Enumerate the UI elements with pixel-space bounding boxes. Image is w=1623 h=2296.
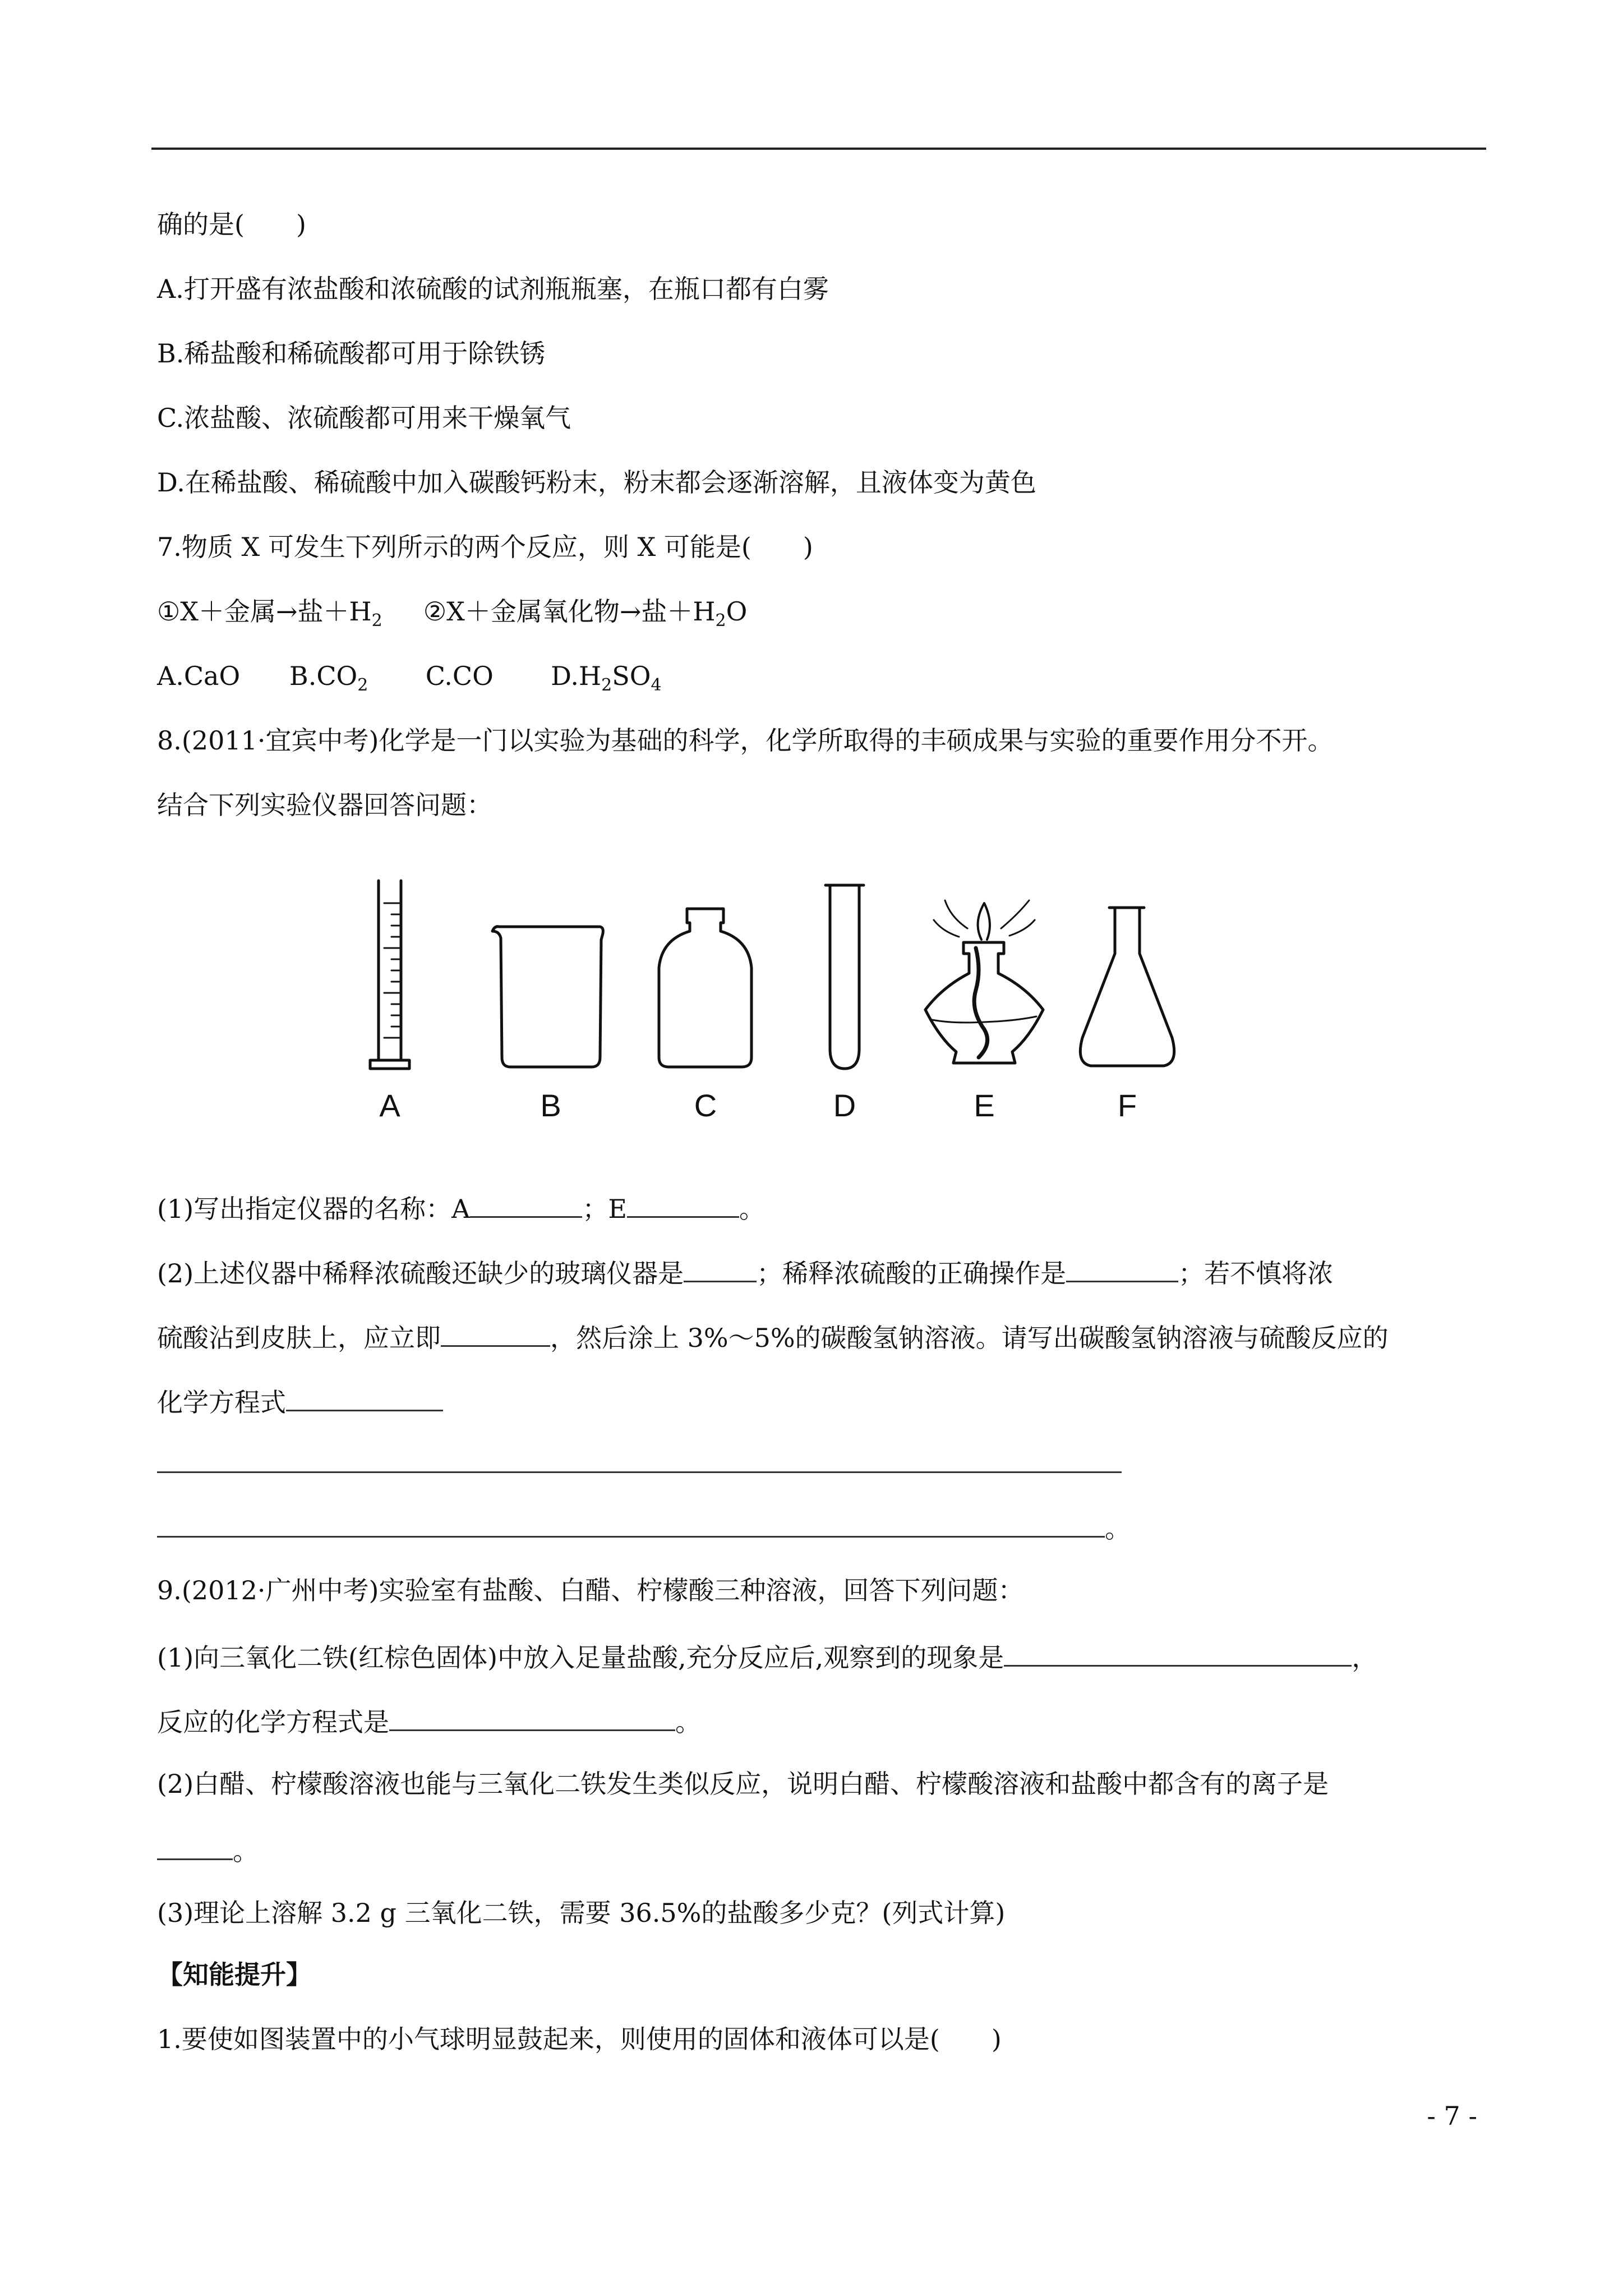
graduated-cylinder-icon [370,881,409,1069]
label-f: F [1117,1088,1137,1123]
label-b: B [540,1088,561,1123]
section-title: 【知能提升】 [157,1959,312,1990]
answer-blank[interactable] [627,1189,739,1218]
q7-option-d: $D.H_2SO_4$ [551,661,662,695]
answer-blank[interactable] [1004,1638,1352,1667]
q6-stem: 确的是( ) [157,209,306,240]
q9-stem: 9.(2012·广州中考)实验室有盐酸、白醋、柠檬酸三种溶液，回答下列问题： [157,1575,1024,1605]
q6-option-c: C.浓盐酸、浓硫酸都可用来干燥氧气 [157,403,571,433]
answer-blank[interactable] [389,1703,675,1731]
reagent-bottle-icon [659,909,751,1067]
conical-flask-icon [1080,908,1174,1066]
q8-stem-line1: 8.(2011·宜宾中考)化学是一门以实验为基础的科学，化学所取得的丰硕成果与实验的重要作用分不开。 [157,725,1334,756]
q8-part1: (1)写出指定仪器的名称：A ；E 。 [157,1189,765,1226]
q8-answer-line-2: 。 [157,1509,1131,1545]
label-e: E [974,1088,995,1123]
q8-answer-line-1 [157,1444,1122,1481]
label-d: D [833,1088,856,1123]
lab-apparatus-figure [336,869,1290,1128]
q9-part1-line1: (1)向三氧化二铁(红棕色固体)中放入足量盐酸,充分反应后,观察到的现象是 ， [157,1638,1377,1674]
answer-blank[interactable] [1066,1254,1178,1282]
q7-option-c: C.CO [425,661,494,691]
q9-part2-line1: (2)白醋、柠檬酸溶液也能与三氧化二铁发生类似反应，说明白醋、柠檬酸溶液和盐酸中都含有的离子是 [157,1769,1329,1799]
answer-blank[interactable] [441,1318,550,1347]
answer-line[interactable] [157,1444,1122,1473]
answer-blank[interactable] [157,1832,233,1860]
apparatus-labels [379,1088,1137,1123]
header-rule [151,148,1486,150]
q6-option-d: D.在稀盐酸、稀硫酸中加入碳酸钙粉末，粉末都会逐渐溶解，且液体变为黄色 [157,467,1036,498]
q7-option-a: A.CaO [157,661,241,691]
alcohol-lamp-icon [925,900,1043,1063]
q6-option-a: A.打开盛有浓盐酸和浓硫酸的试剂瓶瓶塞，在瓶口都有白雾 [157,274,829,304]
q6-option-b: B.稀盐酸和稀硫酸都可用于除铁锈 [157,338,546,369]
page-number: - 7 - [1427,2101,1477,2131]
q7-reaction-2: ②X＋金属氧化物→盐＋H [423,596,716,627]
q8-part2-line1: (2)上述仪器中稀释浓硫酸还缺少的玻璃仪器是 ；稀释浓硫酸的正确操作是 ；若不慎将浓 [157,1254,1333,1290]
answer-line[interactable] [157,1509,1105,1538]
label-c: C [694,1088,717,1123]
q7-stem: 7.物质 X 可发生下列所示的两个反应，则 X 可能是( ) [157,532,813,562]
q9-part2-line2: 。 [157,1832,259,1868]
q7-reaction-1: ①X＋金属→盐＋H [157,596,372,627]
answer-blank[interactable] [286,1383,443,1411]
test-tube-icon [826,885,864,1069]
q7-options [157,659,662,702]
q9-part3: (3)理论上溶解 3.2 g 三氧化二铁，需要 36.5%的盐酸多少克？(列式计算) [157,1898,1006,1928]
label-a: A [379,1088,400,1123]
answer-blank[interactable] [684,1254,757,1282]
beaker-icon [492,927,603,1067]
answer-blank[interactable] [470,1189,582,1218]
q7-reactions: ①X＋金属→盐$+H_2$ ②X＋金属氧化物→盐$+H_2O$ [157,596,748,631]
q9-part1-line2: 反应的化学方程式是 。 [157,1703,701,1739]
q7-option-b: $B.CO_2$ [289,661,368,695]
q8-stem-line2: 结合下列实验仪器回答问题： [157,790,492,820]
section-q1-stem: 1.要使如图装置中的小气球明显鼓起来，则使用的固体和液体可以是( ) [157,2024,1002,2054]
q8-part2-line3: 化学方程式 [157,1383,443,1419]
q8-part2-line2: 硫酸沾到皮肤上，应立即 ，然后涂上 3%～5%的碳酸氢钠溶液。请写出碳酸氢钠溶液与硫酸反应的 [157,1318,1389,1355]
